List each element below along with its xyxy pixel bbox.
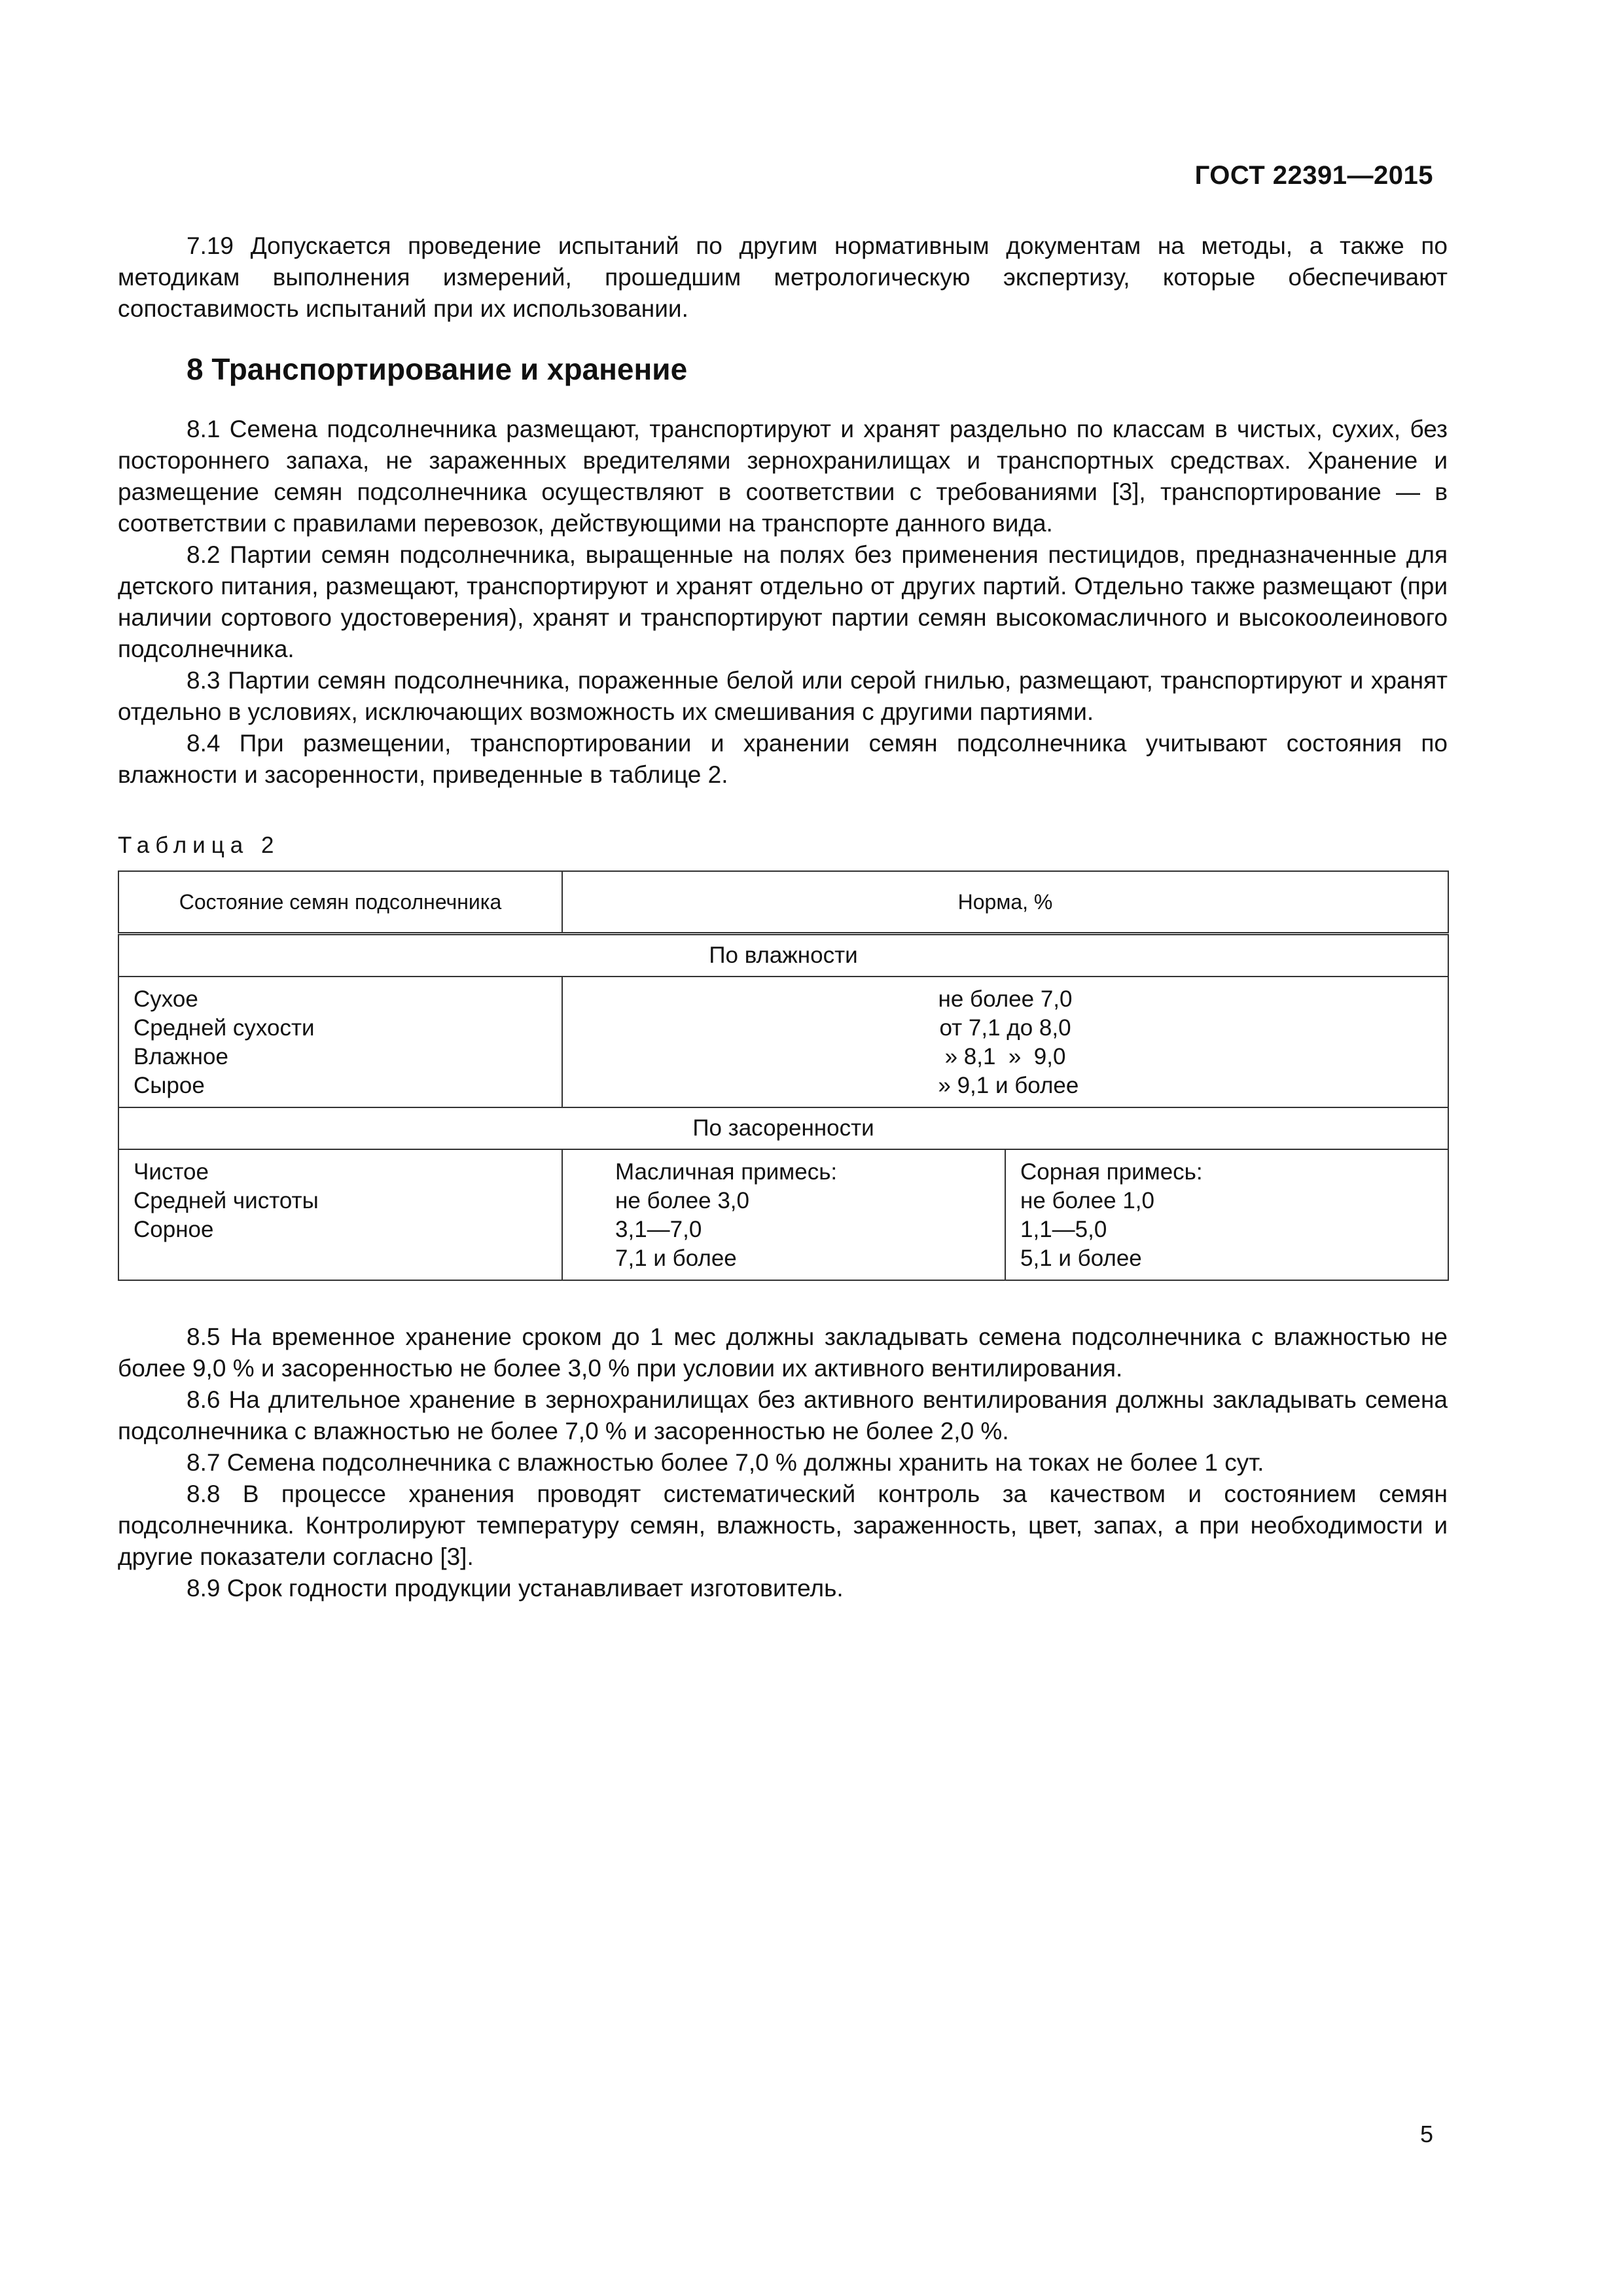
paragraph-8-7: 8.7 Семена подсолнечника с влажностью более 7,0 % должны хранить на токах не более 1 сут.	[187, 1449, 1264, 1476]
section-heading: 8 Транспортирование и хранение	[187, 352, 688, 386]
norm-value: не более 3,0	[615, 1188, 749, 1213]
weed-impurity-title: Сорная примесь:	[1020, 1159, 1203, 1185]
weed-impurity-cell	[1005, 1149, 1448, 1280]
state-label: Чистое	[134, 1159, 209, 1185]
oil-impurity-title: Масличная примесь:	[615, 1159, 838, 1185]
document-body	[118, 230, 1448, 1604]
norm-value: 7,1 и более	[615, 1246, 737, 1271]
paragraph-8-6: 8.6 На длительное хранение в зернохранилищах без активного вентилирования должны закладывать семена подсолнечника с влажностью не более 7,0 % и засоренностью не более 2,0 %.	[118, 1386, 1448, 1444]
document-code: ГОСТ 22391—2015	[1194, 161, 1433, 190]
norm-value: не более 7,0	[938, 986, 1073, 1012]
norms-table	[118, 870, 1449, 1281]
table-header-row	[118, 871, 1448, 934]
state-label: Средней чистоты	[134, 1188, 319, 1213]
norm-value: » 9,1 и более	[931, 1073, 1079, 1098]
paragraphs-after-table	[118, 1321, 1448, 1604]
moisture-norms-cell	[562, 977, 1448, 1107]
header-state: Состояние семян подсолнечника	[118, 871, 562, 934]
subhead-impurity: По засоренности	[118, 1107, 1448, 1149]
header-norm: Норма, %	[562, 871, 1448, 934]
table-subhead-row	[118, 1107, 1448, 1149]
norm-value: 1,1—5,0	[1020, 1217, 1107, 1242]
norm-value: от 7,1 до 8,0	[939, 1015, 1071, 1041]
paragraph-8-8: 8.8 В процессе хранения проводят систематический контроль за качеством и состоянием семян подсолнечника. Контролируют температуру семян, влажность, зараженность, цвет, запах, а при необходимости и другие показатели согласно [3].	[118, 1480, 1448, 1570]
subhead-moisture: По влажности	[118, 934, 1448, 977]
state-label: Сырое	[134, 1073, 205, 1098]
paragraph-8-2: 8.2 Партии семян подсолнечника, выращенные на полях без применения пестицидов, предназначенные для детского питания, размещают, транспортируют и хранят отдельно от других партий. Отдельно также размещают (при наличии сортового удостоверения), хранят и транспортируют партии семян высокомасличного и высокоолеинового подсолнечника.	[118, 541, 1448, 662]
norm-value: » 8,1 » 9,0	[944, 1044, 1066, 1069]
norm-value: не более 1,0	[1020, 1188, 1154, 1213]
moisture-states-cell	[118, 977, 562, 1107]
paragraph-8-9: 8.9 Срок годности продукции устанавливает изготовитель.	[187, 1575, 844, 1602]
oil-impurity-cell	[562, 1149, 1005, 1280]
state-label: Средней сухости	[134, 1015, 315, 1041]
table-subhead-row	[118, 934, 1448, 977]
state-label: Сорное	[134, 1217, 214, 1242]
paragraph-8-3: 8.3 Партии семян подсолнечника, пораженные белой или серой гнилью, размещают, транспортируют и хранят отдельно в условиях, исключающих возможность их смешивания с другими партиями.	[118, 667, 1448, 725]
table-caption: Таблица 2	[118, 833, 280, 858]
state-label: Влажное	[134, 1044, 228, 1069]
norm-value: 3,1—7,0	[615, 1217, 702, 1242]
table-row	[118, 1149, 1448, 1280]
page-number: 5	[1419, 2121, 1433, 2147]
state-label: Сухое	[134, 986, 198, 1012]
table-row	[118, 977, 1448, 1107]
paragraph-8-4: 8.4 При размещении, транспортировании и хранении семян подсолнечника учитывают состояния по влажности и засоренности, приведенные в таблице 2.	[118, 730, 1448, 788]
paragraph-7-19: 7.19 Допускается проведение испытаний по другим нормативным документам на методы, а также по методикам выполнения измерений, прошедшим метрологическую экспертизу, которые обеспечивают сопоставимость испытаний при их использовании.	[118, 232, 1448, 322]
paragraph-8-5: 8.5 На временное хранение сроком до 1 мес должны закладывать семена подсолнечника с влажностью не более 9,0 % и засоренностью не более 3,0 % при условии их активного вентилирования.	[118, 1323, 1448, 1382]
norm-value: 5,1 и более	[1020, 1246, 1142, 1271]
impurity-states-cell	[118, 1149, 562, 1280]
paragraph-8-1: 8.1 Семена подсолнечника размещают, транспортируют и хранят раздельно по классам в чистых, сухих, без постороннего запаха, не зараженных вредителями зернохранилищах и транспортных средствах. Хранение и размещение семян подсолнечника осуществляют в соответствии с требованиями [3], транспортирование — в соответствии с правилами перевозок, действующими на транспорте данного вида.	[118, 416, 1448, 537]
